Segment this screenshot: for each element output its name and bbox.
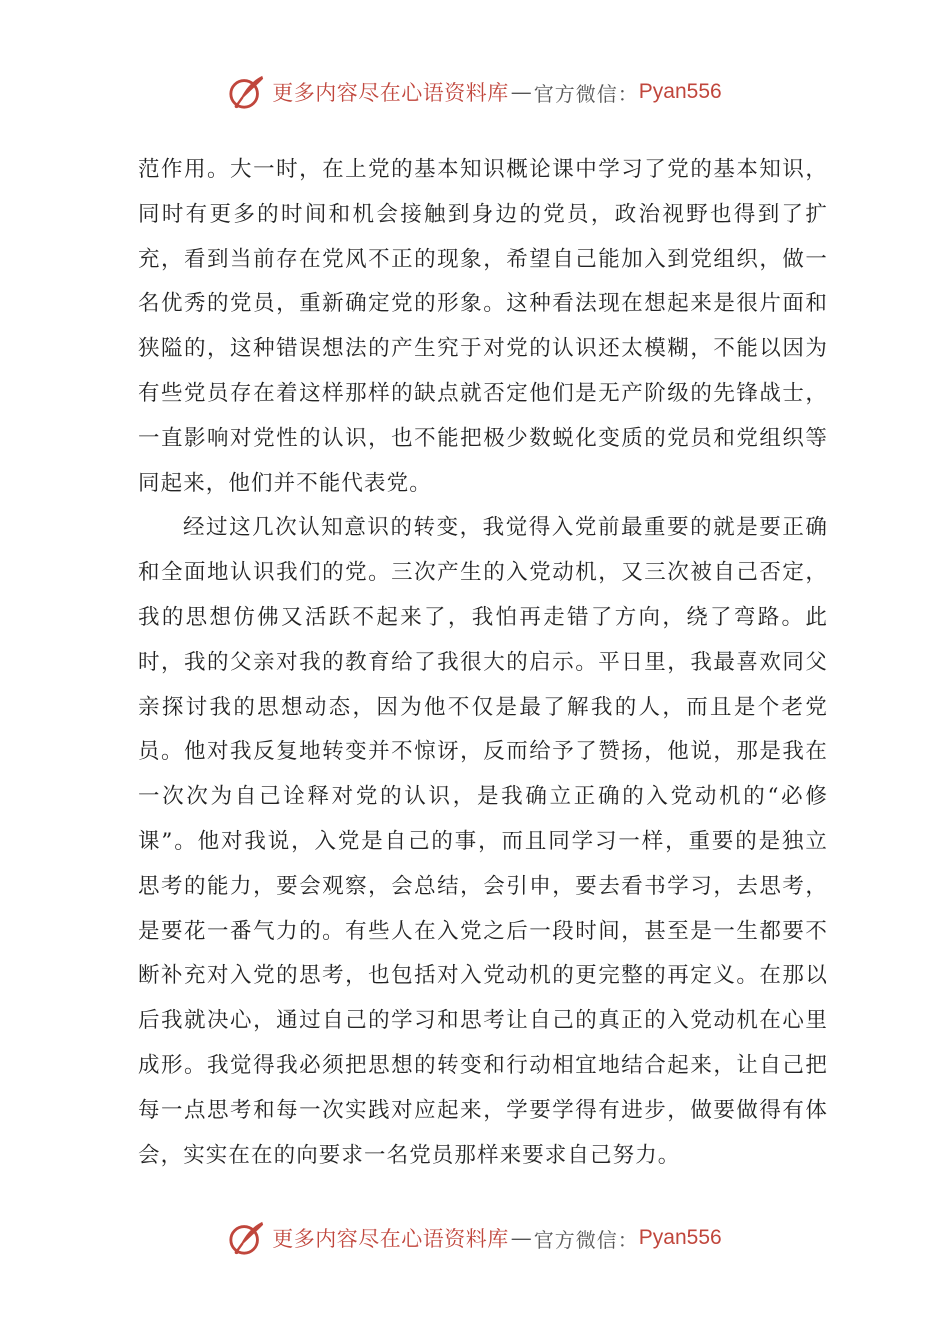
quill-pen-logo-icon	[228, 73, 266, 111]
paragraph-2: 经过这几次认知意识的转变，我觉得入党前最重要的就是要正确和全面地认识我们的党。三次产生的入党动机，又三次被自己否定，我的思想仿佛又活跃不起来了，我怕再走错了方向，绕了弯路。此时，我的父亲对我的教育给了我很大的启示。平日里，我最喜欢同父亲探讨我的思想动态，因为他不仅是最了解我的人，而且是个老党员。他对我反复地转变并不惊讶，反而给予了赞扬，他说，那是我在一次次为自己诠释对党的认识，是我确立正确的入党动机的“必修课”。他对我说，入党是自己的事，而且同学习一样，重要的是独立思考的能力，要会观察，会总结，会引申，要去看书学习，去思考，是要花一番气力的。有些人在入党之后一段时间，甚至是一生都要不断补充对入党的思考，也包括对入党动机的更完整的再定义。在那以后我就决心，通过自己的学习和思考让自己的真正的入党动机在心里成形。我觉得我必须把思想的转变和行动相宜地结合起来，让自己把每一点思考和每一次实践对应起来，学要学得有进步，做要做得有体会，实实在在的向要求一名党员那样来要求自己努力。	[138, 515, 828, 1168]
paragraph-1: 范作用。大一时，在上党的基本知识概论课中学习了党的基本知识，同时有更多的时间和机会接触到身边的党员，政治视野也得到了扩充，看到当前存在党风不正的现象，希望自己能加入到党组织，做一名优秀的党员，重新确定党的形象。这种看法现在想起来是很片面和狭隘的，这种错误想法的产生究于对党的认识还太模糊，不能以因为有些党员存在着这样那样的缺点就否定他们是无产阶级的先锋战士，一直影响对党性的认识，也不能把极少数蜕化变质的党员和党组织等同起来，他们并不能代表党。	[138, 157, 828, 496]
footer-banner	[0, 1216, 950, 1260]
header-banner	[0, 70, 950, 114]
banner-separator: —	[510, 80, 532, 104]
banner-wechat-label: 官方微信：	[533, 1227, 639, 1252]
banner-promo-text: 更多内容尽在心语资料库	[272, 1227, 509, 1251]
banner-promo-text: 更多内容尽在心语资料库	[272, 81, 509, 105]
quill-pen-logo-icon	[228, 1219, 266, 1257]
banner-wechat-label: 官方微信：	[533, 81, 639, 106]
banner-wechat-id: Pyan556	[638, 1226, 722, 1249]
banner-separator: —	[510, 1226, 532, 1250]
banner-wechat-id: Pyan556	[638, 80, 722, 103]
document-body	[138, 148, 828, 1178]
